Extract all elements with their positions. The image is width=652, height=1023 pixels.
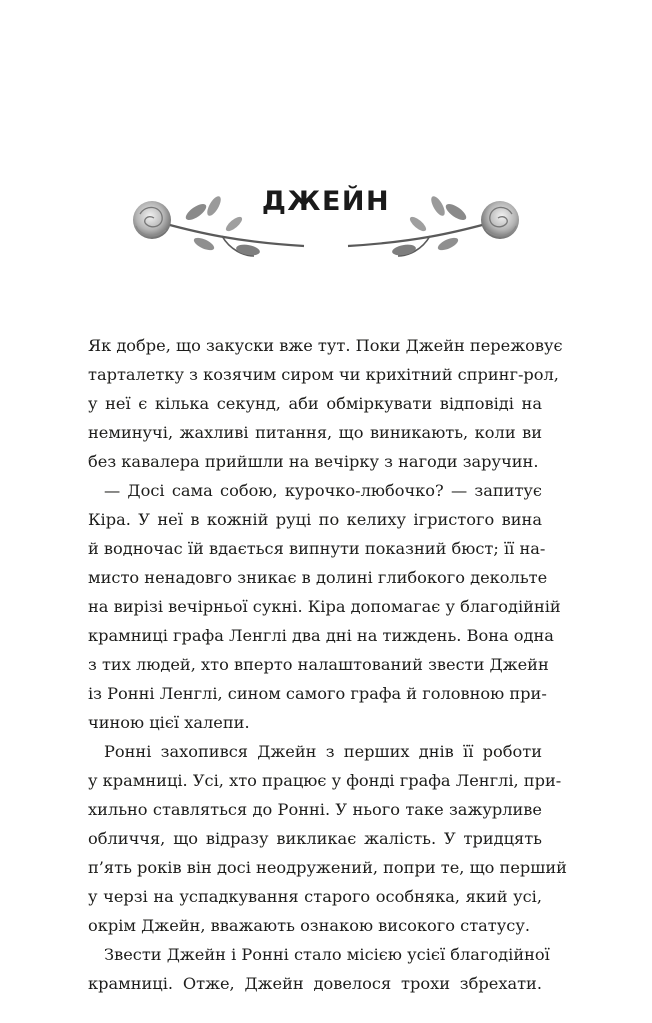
text-line: Звести Джейн і Ронні стало місією усієї благодійної [104, 945, 550, 964]
text-line: крамниці графа Ленглі два дні на тиждень. Вона одна [88, 626, 554, 645]
text-line: у черзі на успадкування старого особняка, який усі, [88, 887, 542, 906]
text-line: й водночас їй вдається випнути показний бюст; її на- [88, 539, 546, 558]
text-line: без кавалера прийшли на вечірку з нагоди заручин. [88, 452, 539, 471]
chapter-header [0, 176, 652, 266]
text-line: у неї є кілька секунд, аби обміркувати відповіді на [88, 394, 542, 413]
text-line: Ронні захопився Джейн з перших днів її роботи [104, 742, 542, 761]
chapter-title: ДЖЕЙН [261, 186, 391, 217]
text-line: п’ять років він досі неодружений, попри те, що перший [88, 858, 567, 877]
text-line: Як добре, що закуски вже тут. Поки Джейн пережовує [88, 336, 563, 355]
text-line: мисто ненадовго зникає в долині глибокого декольте [88, 568, 548, 587]
text-line: неминучі, жахливі питання, що виникають, коли ви [88, 423, 542, 442]
body-text [88, 331, 567, 998]
text-line: обличчя, що відразу викликає жалість. У тридцять [88, 829, 542, 848]
text-line: на вирізі вечірньої сукні. Кіра допомагає у благодійній [88, 597, 561, 616]
text-line: із Ронні Ленглі, сином самого графа й головною при- [88, 684, 547, 703]
text-line: у крамниці. Усі, хто працює у фонді графа Ленглі, при- [88, 771, 562, 790]
text-line: з тих людей, хто вперто налаштований звести Джейн [88, 655, 549, 674]
text-line: Кіра. У неї в кожній руці по келиху ігристого вина [88, 510, 542, 529]
text-line: чиною цієї халепи. [88, 713, 250, 732]
text-line: хильно ставляться до Ронні. У нього таке зажурливе [88, 800, 542, 819]
text-line: тарталетку з козячим сиром чи крихітний спринг-рол, [88, 365, 559, 384]
text-line: окрім Джейн, вважають ознакою високого статусу. [88, 916, 531, 935]
text-line: крамниці. Отже, Джейн довелося трохи збрехати. [88, 974, 542, 993]
rose-icon [344, 184, 526, 260]
text-line: — Досі сама собою, курочко-любочко? — запитує [104, 481, 542, 500]
